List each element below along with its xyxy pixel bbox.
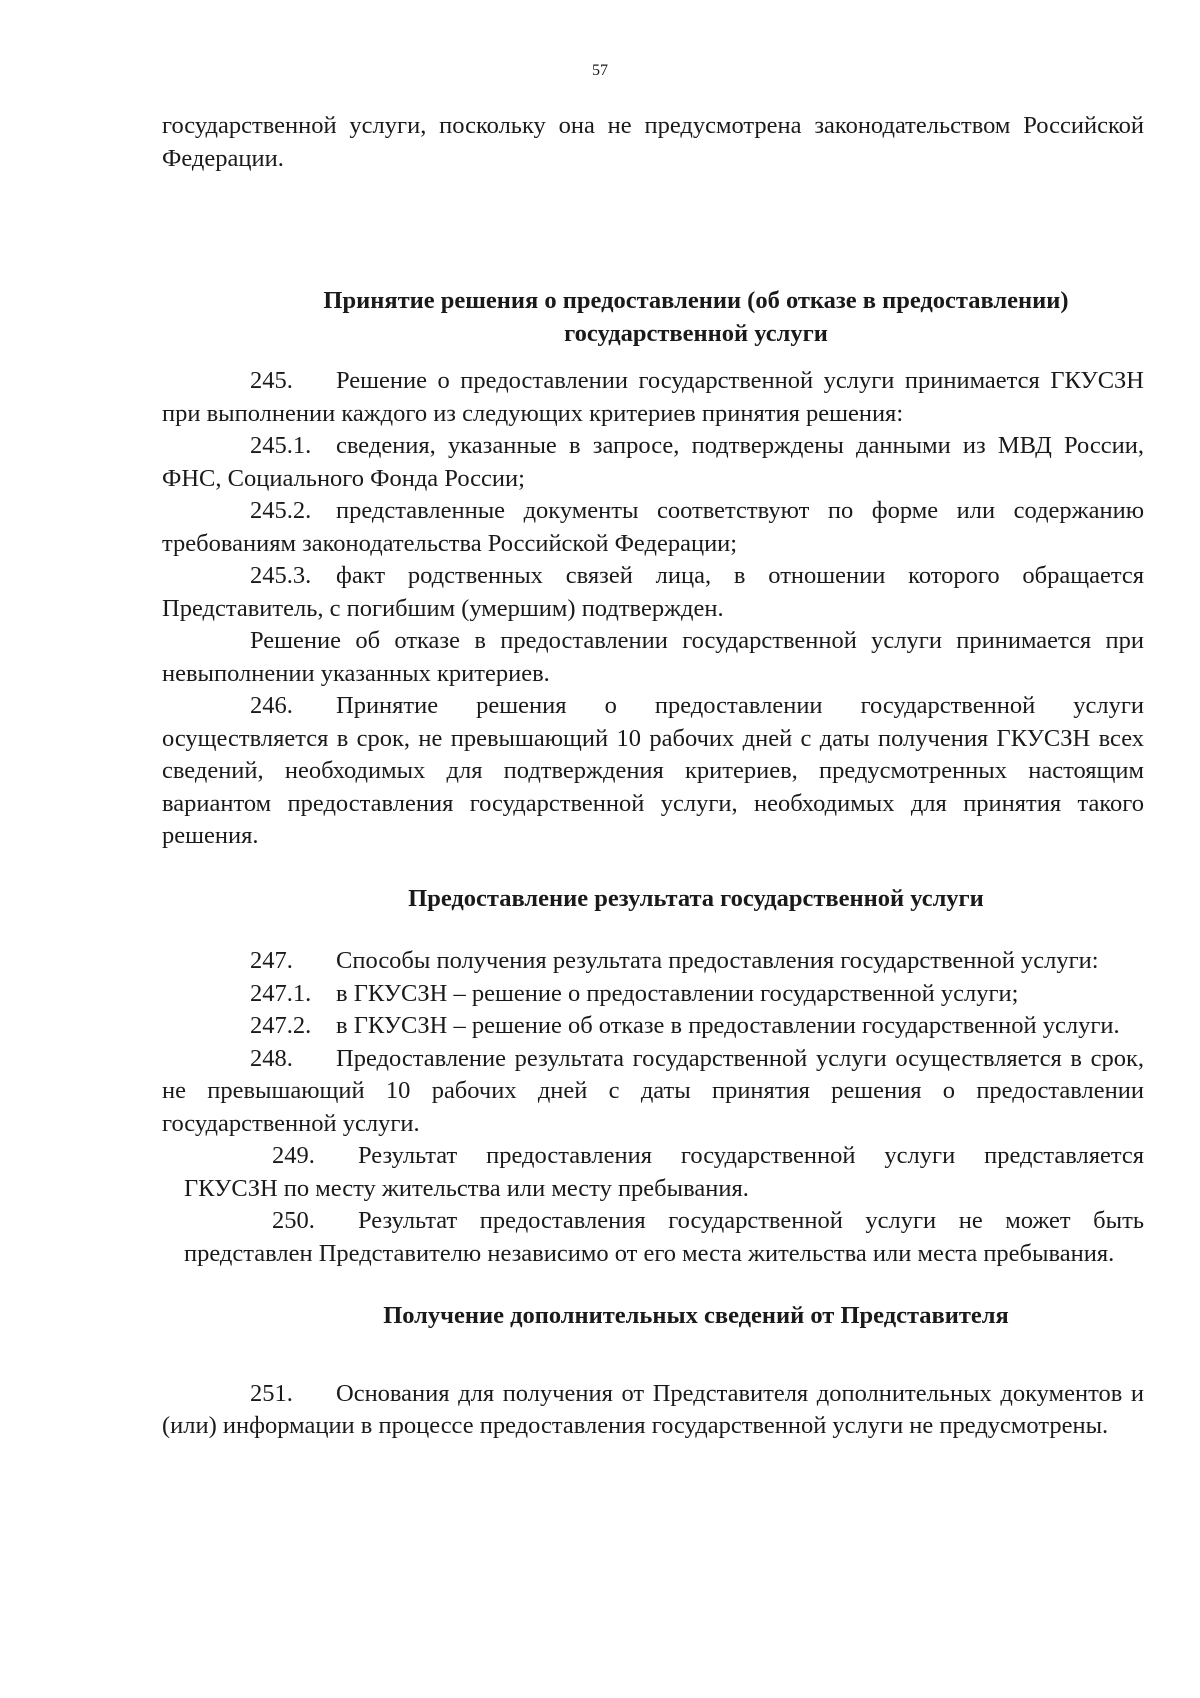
paragraph-text: Способы получения результата предоставления государственной услуги: <box>336 947 1099 974</box>
paragraph-number: 249. <box>272 1142 315 1169</box>
paragraph-number: 245.3. <box>250 562 312 589</box>
paragraph-text: в ГКУСЗН – решение об отказе в предоставлении государственной услуги. <box>336 1012 1120 1039</box>
intro-paragraph: государственной услуги, поскольку она не предусмотрена законодательством Российской Федерации. <box>162 112 1144 172</box>
paragraph-245-3 <box>162 560 1144 625</box>
paragraph-245-2 <box>162 495 1144 560</box>
paragraph-text: Результат предоставления государственной услуги представляется ГКУСЗН по месту жительства или месту пребывания. <box>184 1142 1144 1202</box>
section-heading-additional-info: Получение дополнительных сведений от Представителя <box>383 1302 1009 1329</box>
paragraph-number: 248. <box>250 1044 293 1072</box>
paragraph-text: сведения, указанные в запросе, подтверждены данными из МВД России, ФНС, Социального Фонда России; <box>162 432 1144 492</box>
paragraph-number: 247.2. <box>250 1012 312 1039</box>
paragraph-number: 251. <box>250 1379 293 1407</box>
paragraph-text: Результат предоставления государственной услуги не может быть представлен Представителю независимо от его места жительства или места пребывания. <box>184 1207 1144 1267</box>
paragraph-247 <box>162 945 1144 978</box>
paragraph-text: в ГКУСЗН – решение о предоставлении государственной услуги; <box>336 979 1019 1007</box>
paragraph-249 <box>162 1140 1144 1205</box>
paragraph-number: 246. <box>250 692 293 719</box>
paragraph-251 <box>162 1378 1144 1443</box>
paragraph-number: 247.1. <box>250 979 312 1007</box>
paragraph-245-1 <box>162 430 1144 495</box>
paragraph-text: Решение о предоставлении государственной услуги принимается ГКУСЗН при выполнении каждого из следующих критериев принятия решения: <box>162 367 1144 427</box>
paragraph-245 <box>162 365 1144 430</box>
section-heading-result: Предоставление результата государственной услуги <box>408 884 984 912</box>
document-body <box>162 110 1144 1443</box>
paragraph-text: факт родственных связей лица, в отношении которого обращается Представитель, с погибшим (умершим) подтвержден. <box>162 562 1144 622</box>
paragraph-246 <box>162 690 1144 853</box>
paragraph-247-2 <box>162 1010 1144 1043</box>
paragraph-number: 245.2. <box>250 497 312 524</box>
paragraph-247-1 <box>162 978 1144 1011</box>
section-heading-decision: Принятие решения о предоставлении (об отказе в предоставлении) государственной услуги <box>323 287 1069 347</box>
paragraph-250 <box>162 1205 1144 1270</box>
paragraph-text: Принятие решения о предоставлении государственной услуги осуществляется в срок, не превышающий 10 рабочих дней с даты получения ГКУСЗН всех сведений, необходимых для подтверждения критериев, предусмотренных настоящим вариантом предоставления государственной услуги, необходимых для принятия такого решения. <box>162 692 1144 849</box>
page-number: 57 <box>592 62 608 79</box>
paragraph-text: представленные документы соответствуют по форме или содержанию требованиям законодательства Российской Федерации; <box>162 497 1144 557</box>
paragraph-number: 245. <box>250 367 293 394</box>
paragraph-text: Предоставление результата государственной услуги осуществляется в срок, не превышающий 10 рабочих дней с даты принятия решения о предоставлении государственной услуги. <box>162 1044 1144 1137</box>
paragraph-number: 245.1. <box>250 432 312 459</box>
paragraph-refusal: Решение об отказе в предоставлении государственной услуги принимается при невыполнении указанных критериев. <box>162 627 1144 687</box>
paragraph-number: 250. <box>272 1207 315 1234</box>
paragraph-text: Основания для получения от Представителя дополнительных документов и (или) информации в процессе предоставления государственной услуги не предусмотрены. <box>162 1379 1144 1439</box>
paragraph-248 <box>162 1043 1144 1141</box>
paragraph-number: 247. <box>250 947 293 974</box>
